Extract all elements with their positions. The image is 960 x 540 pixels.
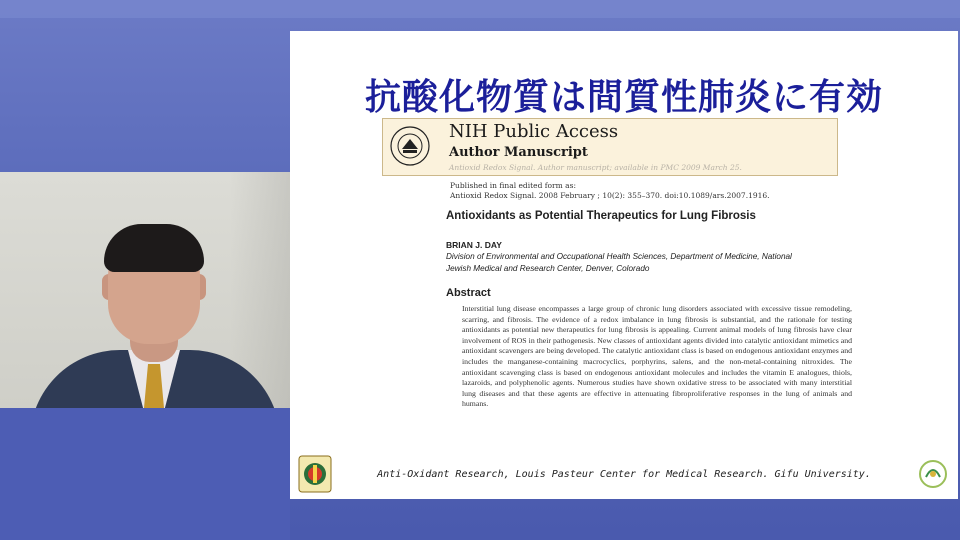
paper-author: BRIAN J. DAY [446, 240, 502, 250]
affiliation-line-2: Jewish Medical and Research Center, Denver, Colorado [446, 264, 650, 273]
top-band [0, 0, 960, 18]
affiliation-line-1: Division of Environmental and Occupational Health Sciences, Department of Medicine, National [446, 252, 792, 261]
webcam-video [0, 172, 290, 408]
nih-subtitle: Author Manuscript [449, 145, 588, 160]
nih-header-box [382, 118, 838, 176]
presentation-slide [290, 31, 958, 499]
published-line-2: Antioxid Redox Signal. 2008 February ; 10(2): 355–370. doi:10.1089/ars.2007.1916. [450, 191, 770, 200]
paper-title: Antioxidants as Potential Therapeutics for Lung Fibrosis [446, 210, 756, 222]
slide-title: 抗酸化物質は間質性肺炎に有効 [364, 77, 883, 118]
nih-logo-icon [389, 125, 431, 167]
abstract-heading: Abstract [446, 287, 491, 299]
abstract-text: Interstitial lung disease encompasses a large group of chronic lung disorders associated with excessive tissue remodeling, scarring, and fibrosis. The evidence of a redox imbalance in lung fibrosis is substantial, and the rationale for testing antioxidants as potential new therapeutics for lung fibrosis is appealing. Current animal models of lung fibrosis have clear involvement of ROS in their pathogenesis. New classes of antioxidant agents divided into catalytic antioxidant mimetics and antioxidant scavengers are being developed. The catalytic antioxidant class is based on endogenous antioxidant enzymes and includes the manganese-containing macrocyclics, porphyrins, salens, and the non-metal-containing nitroxides. The antioxidant scavenging class is based on endogenous antioxidant molecules and includes the vitamin E analogues, thiols, lazaroids, and polyphenolic agents. Numerous studies have shown oxidative stress to be associated with many interstitial lung diseases and that these agents are effective in attenuating fibroproliferative responses in the lung of animals and humans. [462, 304, 852, 409]
bottom-band [0, 408, 290, 540]
nih-title: NIH Public Access [449, 121, 619, 142]
nih-faint-line: Antioxid Redox Signal. Author manuscript; available in PMC 2009 March 25. [449, 163, 742, 172]
presenter-hair [104, 224, 204, 272]
gifu-university-logo-icon [918, 459, 948, 489]
slide-footer: Anti-Oxidant Research, Louis Pasteur Center for Medical Research. Gifu University. [377, 469, 871, 480]
abstract-body [462, 304, 852, 410]
published-line-1: Published in final edited form as: [450, 181, 576, 190]
